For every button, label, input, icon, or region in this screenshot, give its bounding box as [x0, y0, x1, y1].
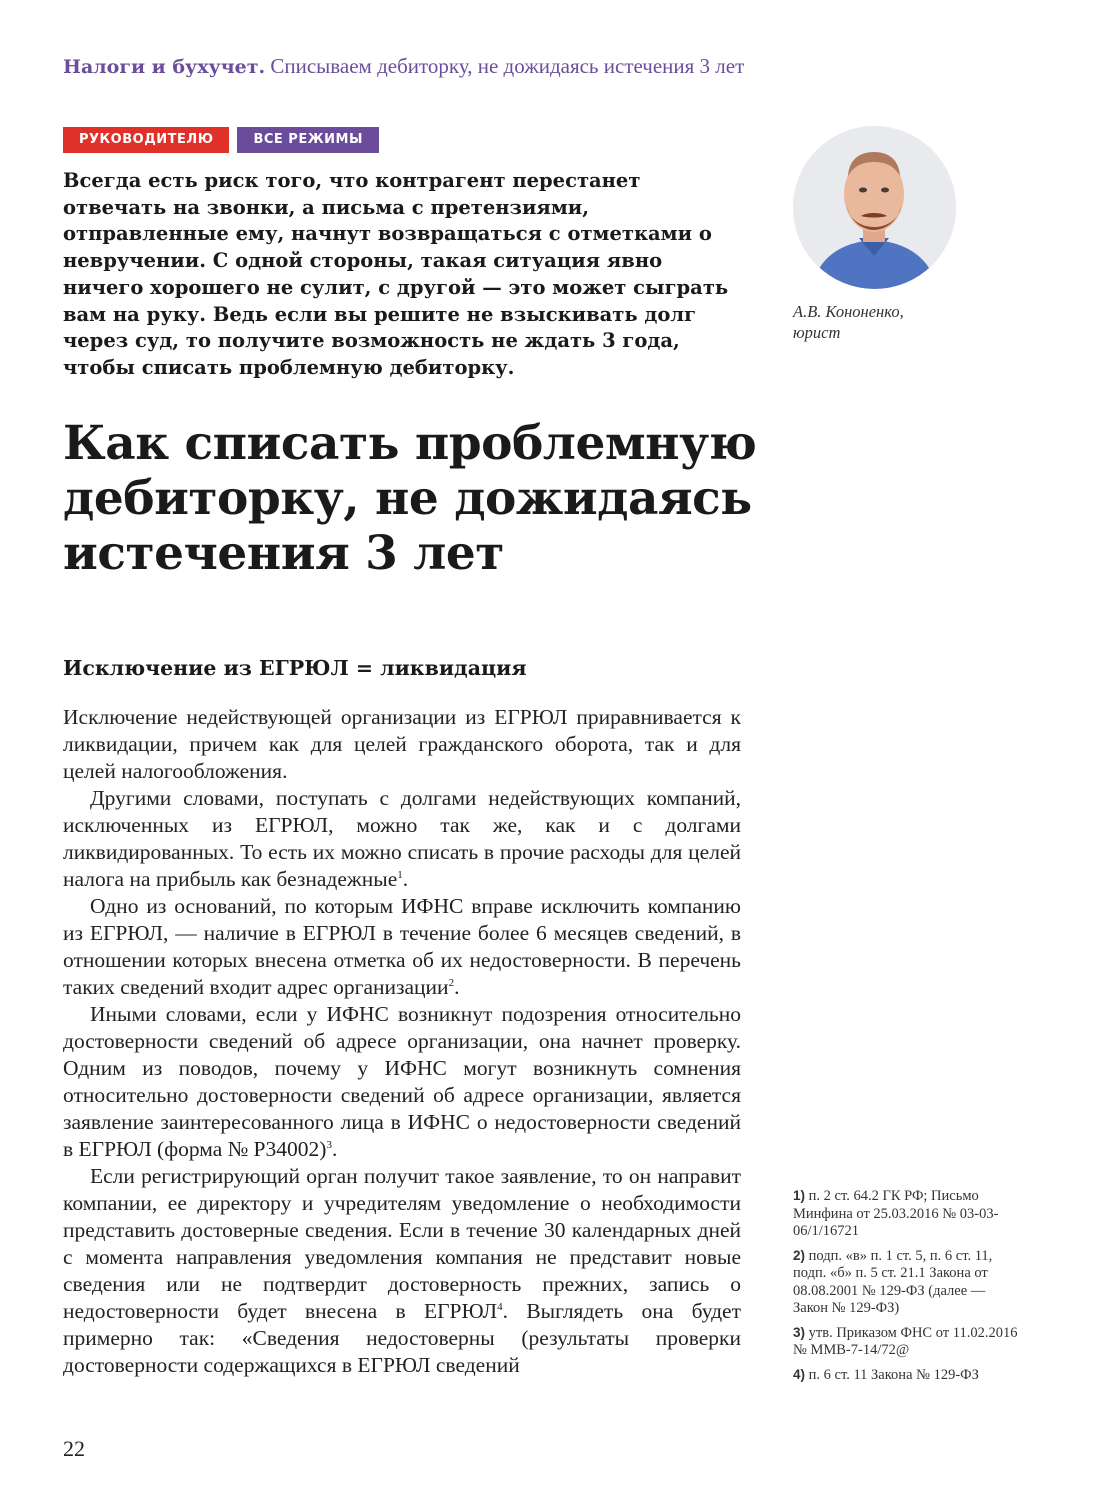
body-paragraph: Одно из оснований, по которым ИФНС вправе исключить компанию из ЕГРЮЛ, — наличие в ЕГРЮЛ в течение более 6 месяцев сведений, в отношении которых внесена отметка об их недостоверности. В перечень таких сведений входит адрес организации$^2$.: [63, 894, 741, 999]
body-paragraph: Если регистрирующий орган получит такое заявление, то он направит компании, ее директору и учредителям уведомление о необходимости представить достоверные сведения. Если в течение 30 календарных дней с момента направления уведомления компания не представит новые сведения или не подтвердит достоверность прежних, запись о недостоверности будет внесена в ЕГРЮЛ$^4$. Выглядеть она будет примерно так: «Сведения недостоверны (результаты проверки достоверности содержащихся в ЕГРЮЛ сведений: [63, 1164, 741, 1377]
body-paragraph: Исключение недействующей организации из ЕГРЮЛ приравнивается к ликвидации, причем как для целей гражданского оборота, так и для целей налогообложения.: [63, 705, 741, 783]
footnote-ref: 3: [326, 1138, 332, 1151]
author-caption: [793, 301, 904, 343]
article-title: Как списать проблемную дебиторку, не дожидаясь истечения 3 лет: [63, 416, 757, 581]
footnote: 1) п. 2 ст. 64.2 ГК РФ; Письмо Минфина от 25.03.2016 № 03-03-06/1/16721: [793, 1188, 999, 1239]
author-role: юрист: [793, 323, 841, 342]
body-paragraph: Иными словами, если у ИФНС возникнут подозрения относительно достоверности сведений об адресе организации, она начнет проверку. Одним из поводов, почему у ИФНС могут возникнуть сомнения относительно достоверности сведений об адресе организации, является заявление заинтересованного лица в ИФНС о недостоверности сведений в ЕГРЮЛ (форма № Р34002)$^3$.: [63, 1002, 741, 1161]
footnote: 3) утв. Приказом ФНС от 11.02.2016 № ММВ-7-14/72@: [793, 1324, 1018, 1358]
footnote: 4) п. 6 ст. 11 Закона № 129-ФЗ: [793, 1366, 979, 1383]
body-paragraph: Другими словами, поступать с долгами недействующих компаний, исключенных из ЕГРЮЛ, можно так же, как и с долгами ликвидированных. То есть их можно списать в прочие расходы для целей налога на прибыль как безнадежные$^1$.: [63, 786, 741, 891]
footnotes: [793, 1187, 1018, 1390]
author-photo: [793, 126, 956, 289]
footnote-ref: 2: [448, 976, 455, 989]
tag-all-regimes: ВСЕ РЕЖИМЫ: [237, 127, 378, 153]
lead-paragraph: Всегда есть риск того, что контрагент перестанет отвечать на звонки, а письма с претензиями, отправленные ему, начнут возвращаться с отметками о невручении. С одной стороны, такая ситуация явно ничего хорошего не сулит, с другой — это может сыграть вам на руку. Ведь если вы решите не взыскивать долг через суд, то получите возможность не ждать 3 года, чтобы списать проблемную дебиторку.: [63, 169, 729, 379]
section-heading: Исключение из ЕГРЮЛ = ликвидация: [63, 656, 527, 680]
author-name: А.В. Кононенко,: [793, 302, 904, 321]
page-number: 22: [63, 1436, 85, 1461]
footnote: 2) подп. «в» п. 1 ст. 5, п. 6 ст. 11, подп. «б» п. 5 ст. 21.1 Закона от 08.08.2001 № 129-ФЗ (далее — Закон № 129-ФЗ): [793, 1247, 993, 1316]
tag-management: РУКОВОДИТЕЛЮ: [63, 127, 229, 153]
header-section: Налоги и бухучет.: [63, 56, 266, 78]
author-portrait-icon: [793, 126, 956, 289]
audience-tags: [63, 127, 379, 153]
footnote-ref: 1: [397, 868, 403, 881]
article-body: [63, 704, 741, 1379]
running-header: [63, 54, 744, 79]
footnote-ref: 4: [497, 1300, 503, 1313]
header-subtitle: Списываем дебиторку, не дожидаясь истечения 3 лет: [270, 54, 745, 78]
